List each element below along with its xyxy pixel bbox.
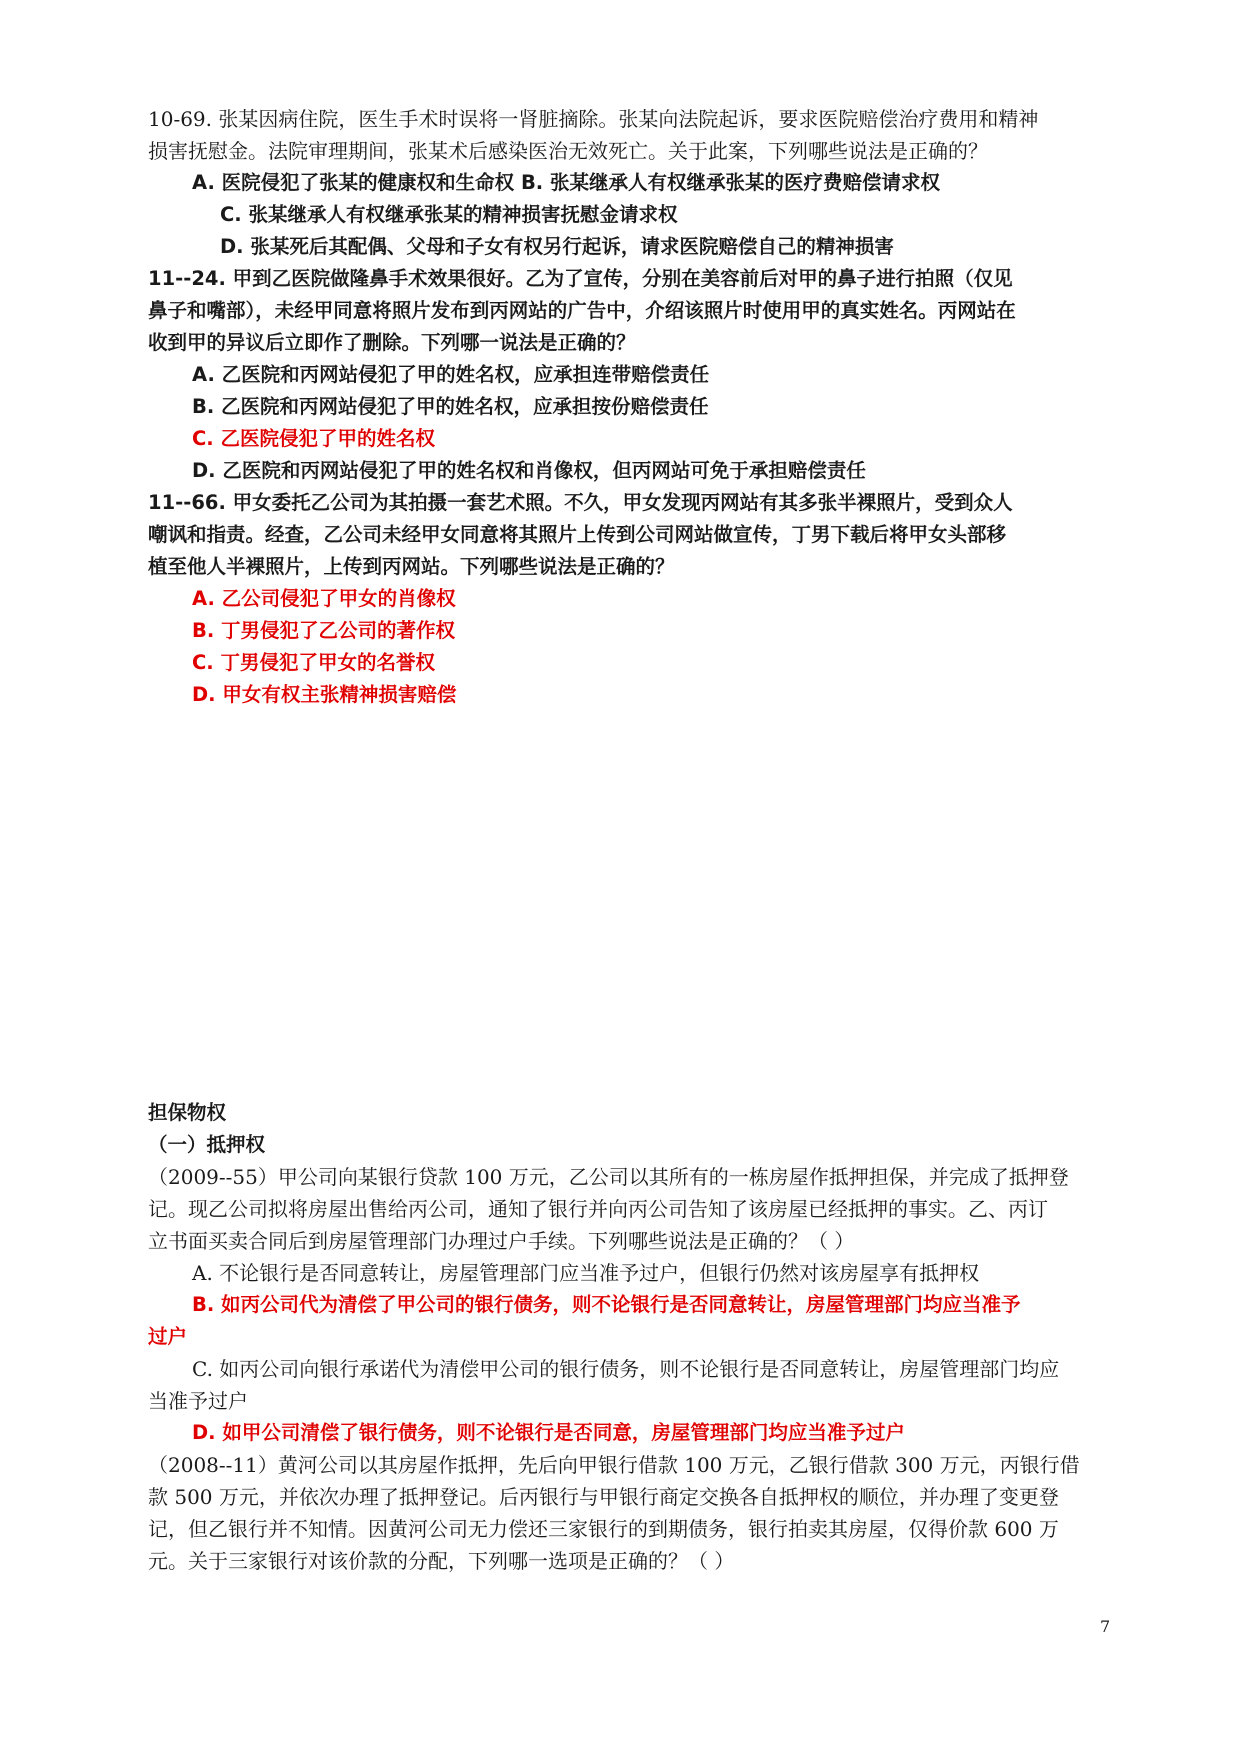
- q4-option-d-answer: D. 如甲公司清偿了银行债务，则不论银行是否同意，房屋管理部门均应当准予过户: [192, 1421, 905, 1444]
- q4-stem-line-3: 立书面买卖合同后到房屋管理部门办理过户手续。下列哪些说法是正确的？（ ）: [148, 1229, 855, 1253]
- section-subtitle: （一）抵押权: [148, 1133, 266, 1156]
- q2-stem-line-3: 收到甲的异议后立即作了删除。下列哪一说法是正确的？: [148, 331, 636, 354]
- q3-stem-line-1: 11--66. 甲女委托乙公司为其拍摄一套艺术照。不久，甲女发现丙网站有其多张半裸照片，受到众人: [148, 491, 1013, 514]
- q2-option-b: B. 乙医院和丙网站侵犯了甲的姓名权，应承担按份赔偿责任: [192, 395, 709, 418]
- q1-option-d: D. 张某死后其配偶、父母和子女有权另行起诉，请求医院赔偿自己的精神损害: [220, 235, 894, 258]
- q3-option-d-answer: D. 甲女有权主张精神损害赔偿: [192, 683, 457, 706]
- q3-option-c-answer: C. 丁男侵犯了甲女的名誉权: [192, 651, 436, 674]
- section-title: 担保物权: [148, 1101, 227, 1124]
- q4-stem-line-2: 记。现乙公司拟将房屋出售给丙公司，通知了银行并向丙公司告知了该房屋已经抵押的事实。乙、丙订: [148, 1197, 1048, 1221]
- q4-option-c-line-2: 当准予过户: [148, 1389, 248, 1413]
- page-number: 7: [1100, 1617, 1111, 1636]
- q3-stem-line-2: 嘲讽和指责。经查，乙公司未经甲女同意将其照片上传到公司网站做宣传，丁男下载后将甲女头部移: [148, 523, 1007, 546]
- q4-stem-line-1: （2009--55）甲公司向某银行贷款 100 万元，乙公司以其所有的一栋房屋作抵押担保，并完成了抵押登: [148, 1165, 1069, 1189]
- q2-stem-line-2: 鼻子和嘴部），未经甲同意将照片发布到丙网站的广告中，介绍该照片时使用甲的真实姓名。丙网站在: [148, 299, 1016, 322]
- q1-option-c: C. 张某继承人有权继承张某的精神损害抚慰金请求权: [220, 203, 678, 226]
- q2-option-d: D. 乙医院和丙网站侵犯了甲的姓名权和肖像权，但丙网站可免于承担赔偿责任: [192, 459, 866, 482]
- q2-option-a: A. 乙医院和丙网站侵犯了甲的姓名权，应承担连带赔偿责任: [192, 363, 710, 386]
- q2-stem-line-1: 11--24. 甲到乙医院做隆鼻手术效果很好。乙为了宣传，分别在美容前后对甲的鼻子进行拍照（仅见: [148, 267, 1013, 290]
- q4-option-c-line-1: C. 如丙公司向银行承诺代为清偿甲公司的银行债务，则不论银行是否同意转让，房屋管理部门均应: [192, 1357, 1060, 1381]
- q1-option-a-b: A. 医院侵犯了张某的健康权和生命权 B. 张某继承人有权继承张某的医疗费赔偿请求权: [192, 171, 940, 194]
- q4-option-b-answer-line-2: 过户: [148, 1325, 188, 1348]
- q3-option-a-answer: A. 乙公司侵犯了甲女的肖像权: [192, 587, 456, 610]
- q5-stem-line-2: 款 500 万元，并依次办理了抵押登记。后丙银行与甲银行商定交换各自抵押权的顺位，并办理了变更登: [148, 1485, 1059, 1509]
- q3-stem-line-3: 植至他人半裸照片，上传到丙网站。下列哪些说法是正确的？: [148, 555, 675, 578]
- q1-stem-line-2: 损害抚慰金。法院审理期间，张某术后感染医治无效死亡。关于此案，下列哪些说法是正确的？: [148, 139, 988, 163]
- q4-option-a: A. 不论银行是否同意转让，房屋管理部门应当准予过户，但银行仍然对该房屋享有抵押权: [192, 1261, 980, 1285]
- q1-stem-line-1: 10-69. 张某因病住院，医生手术时误将一肾脏摘除。张某向法院起诉，要求医院赔偿治疗费用和精神: [148, 107, 1039, 131]
- q5-stem-line-3: 记，但乙银行并不知情。因黄河公司无力偿还三家银行的到期债务，银行拍卖其房屋，仅得价款 600 万: [148, 1517, 1059, 1541]
- q4-option-b-answer-line-1: B. 如丙公司代为清偿了甲公司的银行债务，则不论银行是否同意转让，房屋管理部门均应当准予: [192, 1293, 1021, 1316]
- q5-stem-line-1: （2008--11）黄河公司以其房屋作抵押，先后向甲银行借款 100 万元，乙银行借款 300 万元，丙银行借: [148, 1453, 1080, 1477]
- blank-space: [148, 711, 1116, 1097]
- q2-option-c-answer: C. 乙医院侵犯了甲的姓名权: [192, 427, 436, 450]
- q3-option-b-answer: B. 丁男侵犯了乙公司的著作权: [192, 619, 456, 642]
- q5-stem-line-4: 元。关于三家银行对该价款的分配，下列哪一选项是正确的？（ ）: [148, 1549, 735, 1573]
- page-content: [148, 103, 1116, 1577]
